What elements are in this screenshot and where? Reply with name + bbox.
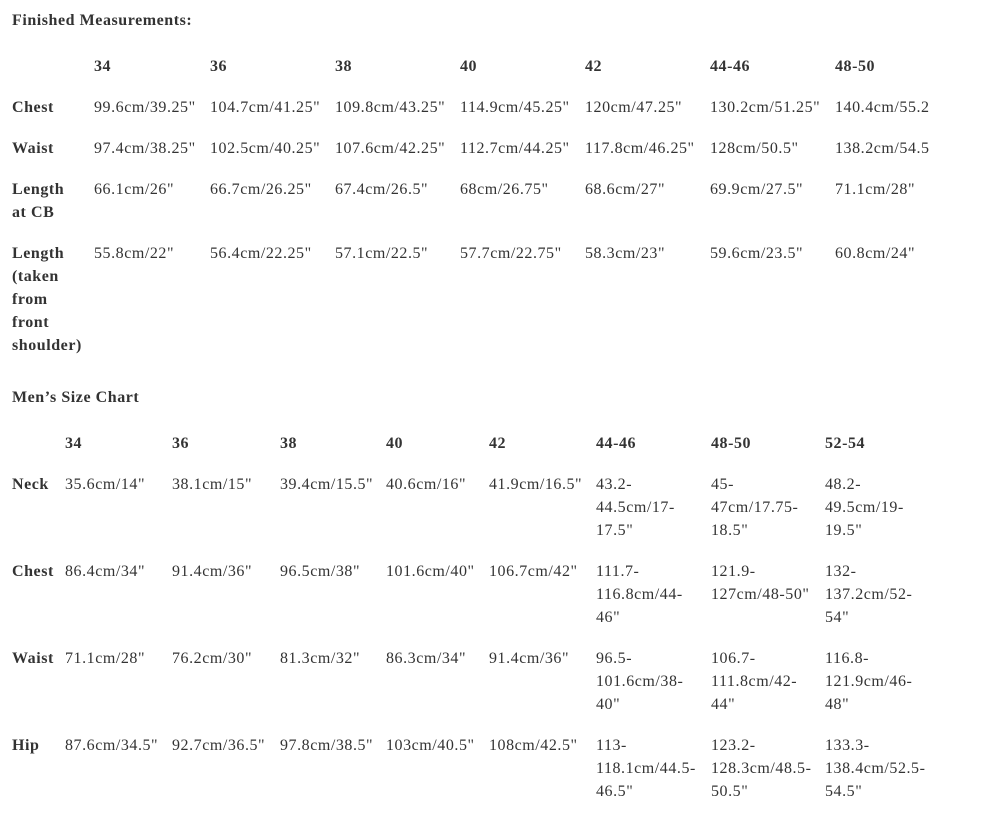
measurement-cell: 96.5cm/38" [280, 563, 361, 580]
measurement-cell: 133.3- 138.4cm/52.5- 54.5" [825, 737, 926, 800]
measurement-cell: 57.7cm/22.75" [460, 245, 562, 262]
row-label: Waist [12, 140, 54, 157]
measurement-cell: 123.2- 128.3cm/48.5- 50.5" [711, 737, 812, 800]
row-label: Chest [12, 563, 54, 580]
measurement-cell: 108cm/42.5" [489, 737, 578, 754]
measurement-cell: 128cm/50.5" [710, 140, 799, 157]
size-header: 42 [585, 58, 603, 75]
row-label: Length at CB [12, 181, 65, 221]
row-label: Hip [12, 737, 40, 754]
measurement-cell: 69.9cm/27.5" [710, 181, 804, 198]
measurement-cell: 92.7cm/36.5" [172, 737, 266, 754]
measurement-cell: 117.8cm/46.25" [585, 140, 695, 157]
measurement-cell: 35.6cm/14" [65, 476, 146, 493]
measurement-cell: 120cm/47.25" [585, 99, 683, 116]
measurement-cell: 130.2cm/51.25" [710, 99, 821, 116]
size-header: 40 [460, 58, 478, 75]
measurement-cell: 67.4cm/26.5" [335, 181, 429, 198]
measurement-cell: 101.6cm/40" [386, 563, 475, 580]
size-header: 34 [65, 435, 83, 452]
measurement-cell: 43.2- 44.5cm/17- 17.5" [596, 476, 675, 539]
measurement-cell: 104.7cm/41.25" [210, 99, 321, 116]
measurement-cell: 57.1cm/22.5" [335, 245, 429, 262]
measurement-cell: 66.7cm/26.25" [210, 181, 312, 198]
measurement-cell: 60.8cm/24" [835, 245, 916, 262]
size-header: 42 [489, 435, 507, 452]
size-header: 52-54 [825, 435, 866, 452]
measurement-cell: 109.8cm/43.25" [335, 99, 446, 116]
size-header: 38 [335, 58, 353, 75]
size-header: 40 [386, 435, 404, 452]
size-header: 36 [172, 435, 190, 452]
measurement-cell: 86.4cm/34" [65, 563, 146, 580]
measurement-cell: 56.4cm/22.25" [210, 245, 312, 262]
measurement-cell: 66.1cm/26" [94, 181, 175, 198]
measurement-cell: 114.9cm/45.25" [460, 99, 570, 116]
measurement-cell: 102.5cm/40.25" [210, 140, 321, 157]
measurement-cell: 106.7- 111.8cm/42- 44" [711, 650, 798, 713]
row-label: Neck [12, 476, 49, 493]
measurement-cell: 106.7cm/42" [489, 563, 578, 580]
measurement-cell: 38.1cm/15" [172, 476, 253, 493]
row-label: Waist [12, 650, 54, 667]
size-header: 36 [210, 58, 228, 75]
size-header: 38 [280, 435, 298, 452]
row-label: Chest [12, 99, 54, 116]
measurement-cell: 39.4cm/15.5" [280, 476, 374, 493]
size-header: 34 [94, 58, 112, 75]
measurement-cell: 68.6cm/27" [585, 181, 666, 198]
measurement-cell: 41.9cm/16.5" [489, 476, 583, 493]
size-header: 48-50 [835, 58, 876, 75]
measurement-cell: 87.6cm/34.5" [65, 737, 159, 754]
measurement-cell: 55.8cm/22" [94, 245, 175, 262]
measurement-cell: 91.4cm/36" [489, 650, 570, 667]
measurement-cell: 76.2cm/30" [172, 650, 253, 667]
measurement-cell: 99.6cm/39.25" [94, 99, 196, 116]
measurement-cell: 48.2- 49.5cm/19- 19.5" [825, 476, 904, 539]
measurement-cell: 138.2cm/54.5 [835, 140, 930, 157]
measurement-cell: 97.4cm/38.25" [94, 140, 196, 157]
measurement-cell: 68cm/26.75" [460, 181, 549, 198]
measurement-cell: 81.3cm/32" [280, 650, 361, 667]
measurement-cell: 96.5- 101.6cm/38- 40" [596, 650, 684, 713]
size-header: 44-46 [710, 58, 751, 75]
mens-size-chart-heading: Men’s Size Chart [12, 389, 140, 406]
measurement-cell: 116.8- 121.9cm/46- 48" [825, 650, 913, 713]
row-label: Length (taken from front shoulder) [12, 245, 82, 354]
measurement-cell: 132- 137.2cm/52- 54" [825, 563, 913, 626]
measurement-cell: 97.8cm/38.5" [280, 737, 374, 754]
measurement-cell: 71.1cm/28" [835, 181, 916, 198]
measurement-cell: 58.3cm/23" [585, 245, 666, 262]
measurement-cell: 111.7- 116.8cm/44- 46" [596, 563, 683, 626]
measurement-cell: 59.6cm/23.5" [710, 245, 804, 262]
measurement-cell: 121.9- 127cm/48-50" [711, 563, 810, 603]
measurement-cell: 45- 47cm/17.75- 18.5" [711, 476, 799, 539]
measurement-cell: 112.7cm/44.25" [460, 140, 570, 157]
measurement-cell: 107.6cm/42.25" [335, 140, 446, 157]
size-header: 44-46 [596, 435, 637, 452]
measurement-cell: 91.4cm/36" [172, 563, 253, 580]
measurement-cell: 113- 118.1cm/44.5- 46.5" [596, 737, 696, 800]
measurement-cell: 71.1cm/28" [65, 650, 146, 667]
measurement-cell: 140.4cm/55.2 [835, 99, 930, 116]
size-header: 48-50 [711, 435, 752, 452]
measurement-cell: 86.3cm/34" [386, 650, 467, 667]
measurement-cell: 103cm/40.5" [386, 737, 475, 754]
measurement-cell: 40.6cm/16" [386, 476, 467, 493]
finished-measurements-heading: Finished Measurements: [12, 12, 193, 29]
